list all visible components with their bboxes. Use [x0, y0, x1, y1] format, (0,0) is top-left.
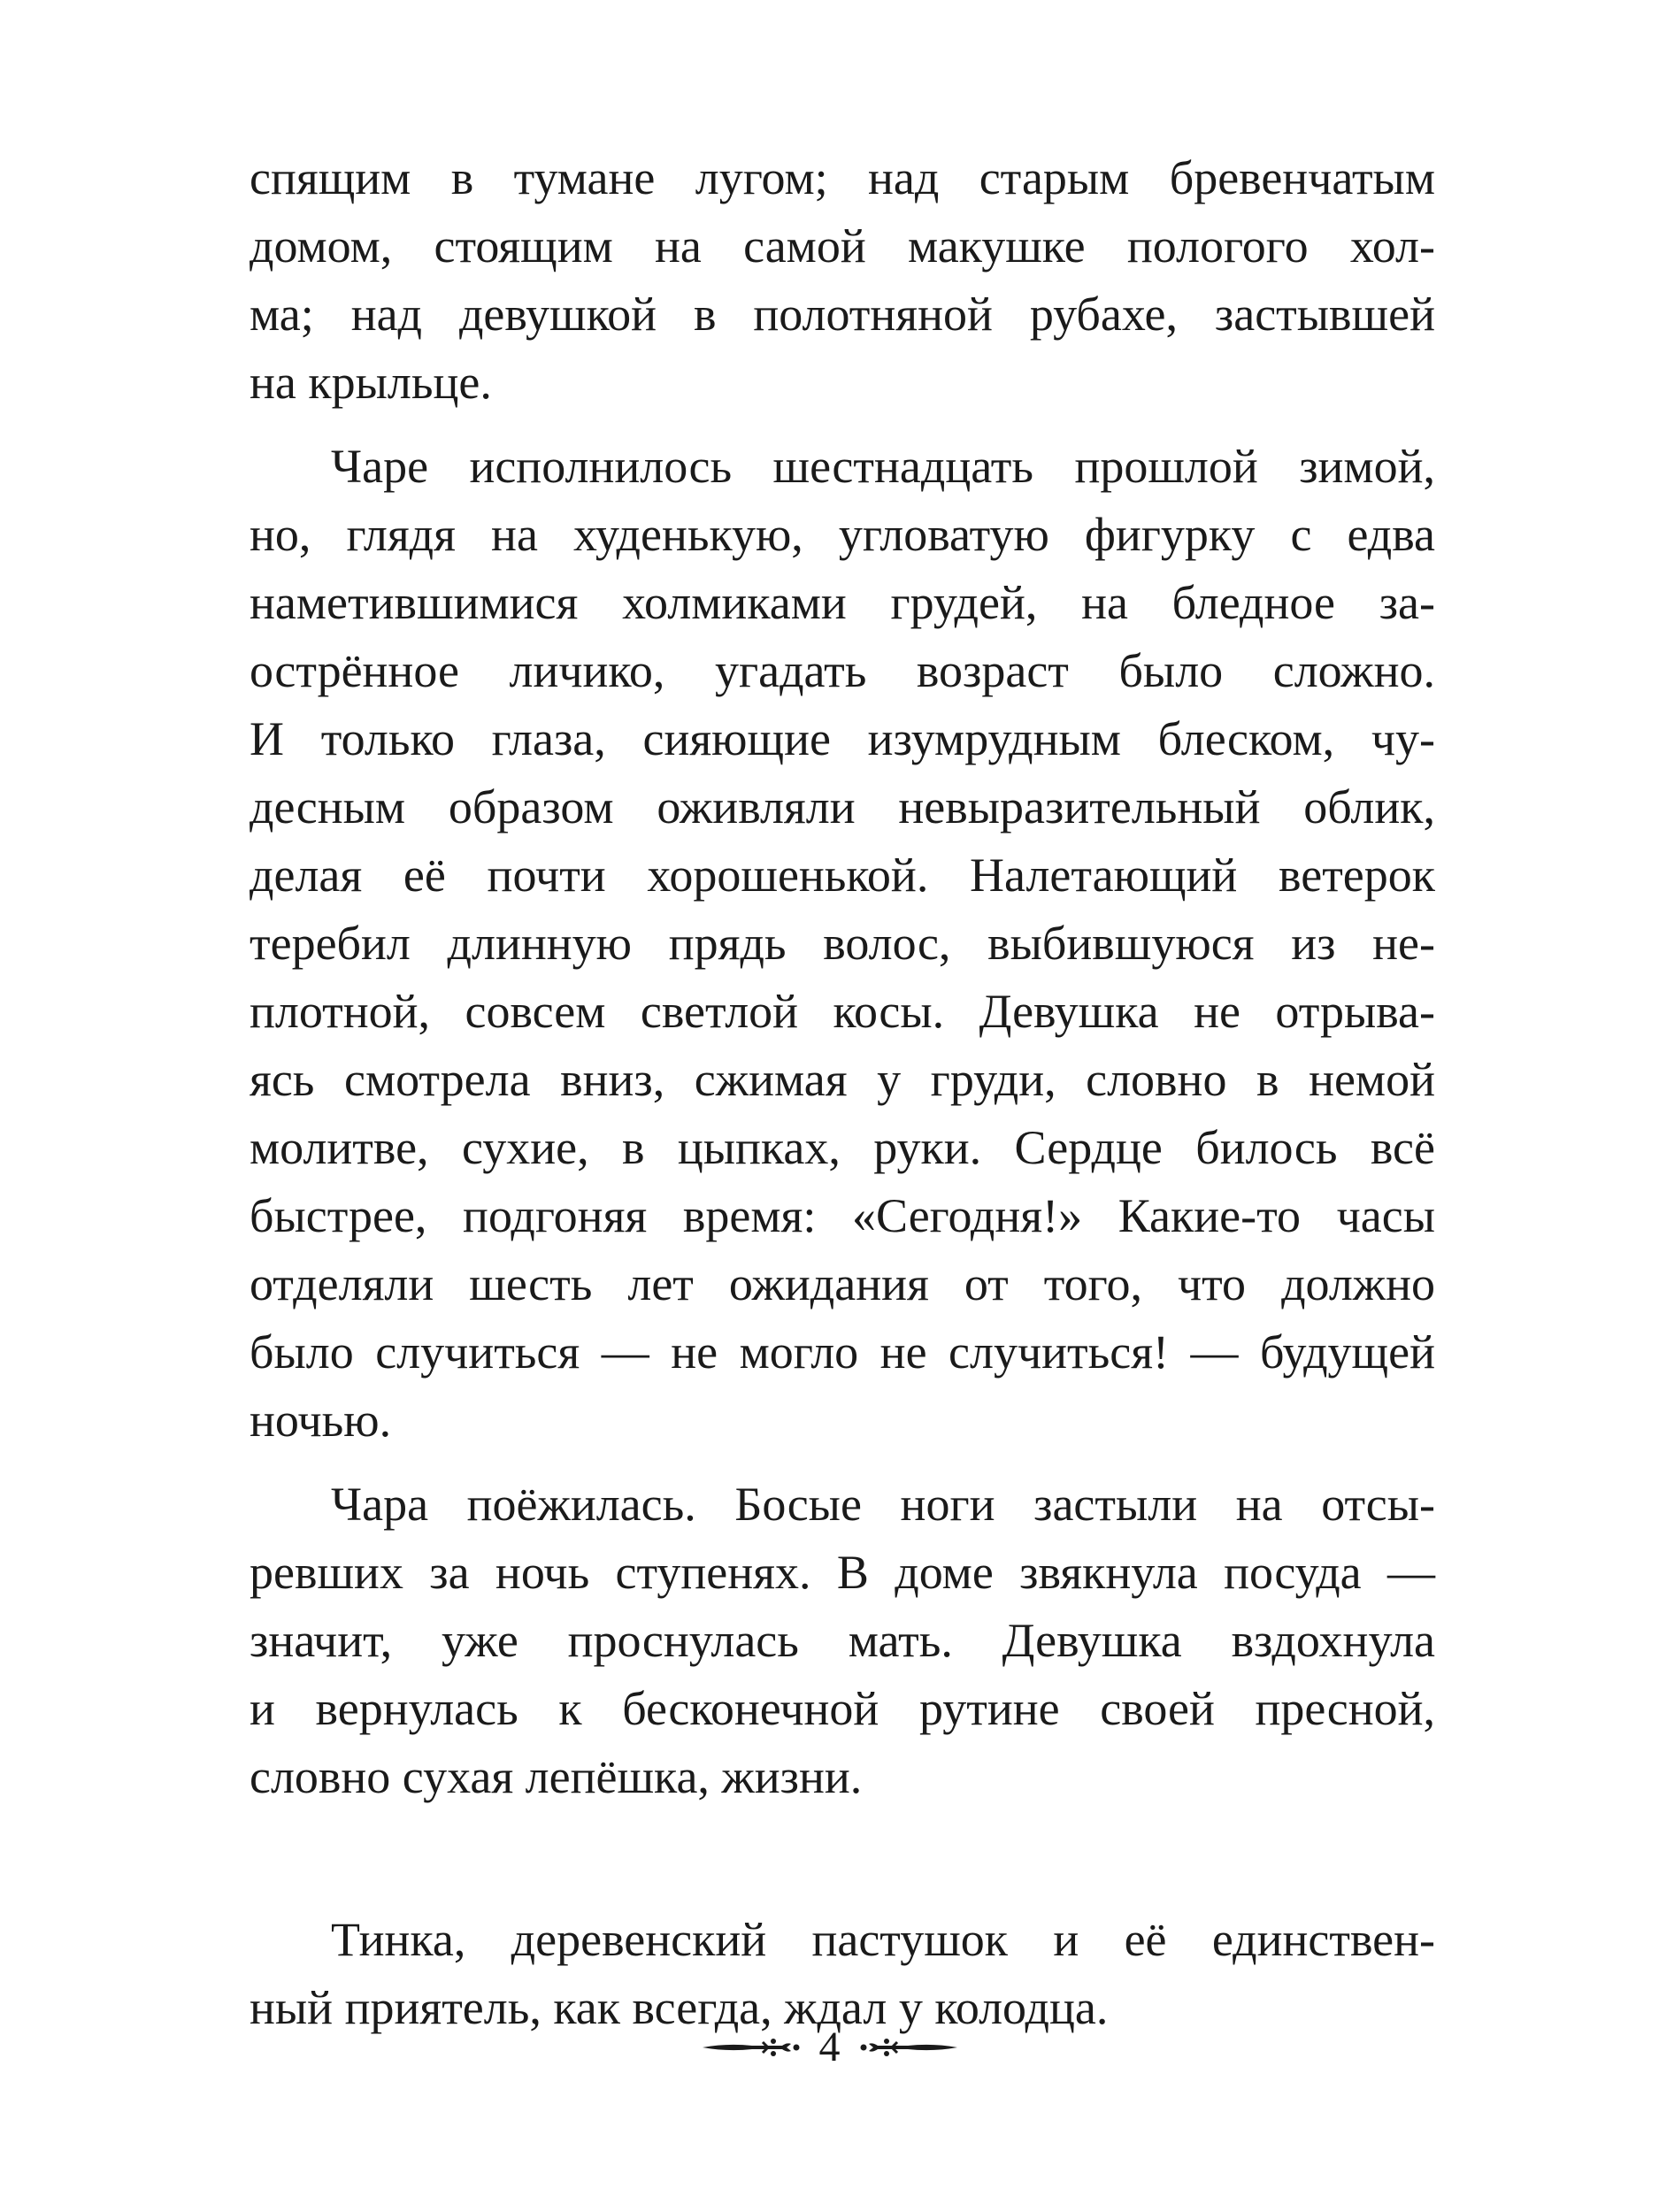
text-line: отделяли шесть лет ожидания от того, что должно	[250, 1257, 1435, 1310]
text-line: наметившимися холмиками грудей, на бледное за-	[250, 576, 1435, 629]
text-line: десным образом оживляли невыразительный облик,	[250, 780, 1435, 833]
text-line: И только глаза, сияющие изумрудным блеском, чу-	[250, 712, 1435, 765]
text-line: острённое личико, угадать возраст было сложно.	[250, 644, 1435, 697]
ornament-left-icon	[701, 2033, 800, 2062]
text-line: Чаре исполнилось шестнадцать прошлой зимой,	[331, 440, 1435, 493]
text-line: ный приятель, как всегда, ждал у колодца.	[250, 1981, 1109, 2034]
page-number: 4	[818, 2024, 841, 2070]
section-break	[250, 1811, 1435, 1906]
text-line: было случиться — не могло не случиться! — будущей	[250, 1325, 1435, 1379]
text-line: значит, уже проснулась мать. Девушка вздохнула	[250, 1614, 1435, 1667]
text-line: спящим в тумане лугом; над старым бревенчатым	[250, 151, 1435, 204]
text-line: теребил длинную прядь волос, выбившуюся из не-	[250, 917, 1435, 970]
text-line: на крыльце.	[250, 356, 492, 409]
paragraph-3	[250, 1471, 1435, 1811]
page-footer	[0, 2021, 1659, 2074]
ornament-right-icon	[860, 2033, 959, 2062]
text-line: словно сухая лепёшка, жизни.	[250, 1750, 863, 1803]
text-line: домом, стоящим на самой макушке пологого хол-	[250, 219, 1435, 273]
text-line: ночью.	[250, 1394, 392, 1447]
text-line: ма; над девушкой в полотняной рубахе, застывшей	[250, 288, 1435, 341]
text-line: но, глядя на худенькую, угловатую фигурку с едва	[250, 508, 1435, 561]
paragraph-spacer	[250, 417, 1435, 433]
text-line: плотной, совсем светлой косы. Девушка не отрыва-	[250, 985, 1435, 1038]
page-body	[250, 144, 1435, 2042]
text-line: делая её почти хорошенькой. Налетающий ветерок	[250, 849, 1435, 902]
text-line: ревших за ночь ступенях. В доме звякнула посуда —	[250, 1546, 1435, 1599]
text-line: Тинка, деревенский пастушок и её единствен-	[331, 1913, 1435, 1966]
paragraph-2	[250, 433, 1435, 1455]
text-line: молитве, сухие, в цыпках, руки. Сердце билось всё	[250, 1121, 1435, 1174]
text-line: быстрее, подгоняя время: «Сегодня!» Какие-то часы	[250, 1189, 1435, 1242]
text-line: и вернулась к бесконечной рутине своей пресной,	[250, 1682, 1435, 1735]
paragraph-1	[250, 144, 1435, 417]
text-line: Чара поёжилась. Босые ноги застыли на отсы-	[331, 1478, 1435, 1531]
paragraph-spacer	[250, 1455, 1435, 1471]
text-line: ясь смотрела вниз, сжимая у груди, словно в немой	[250, 1053, 1435, 1106]
